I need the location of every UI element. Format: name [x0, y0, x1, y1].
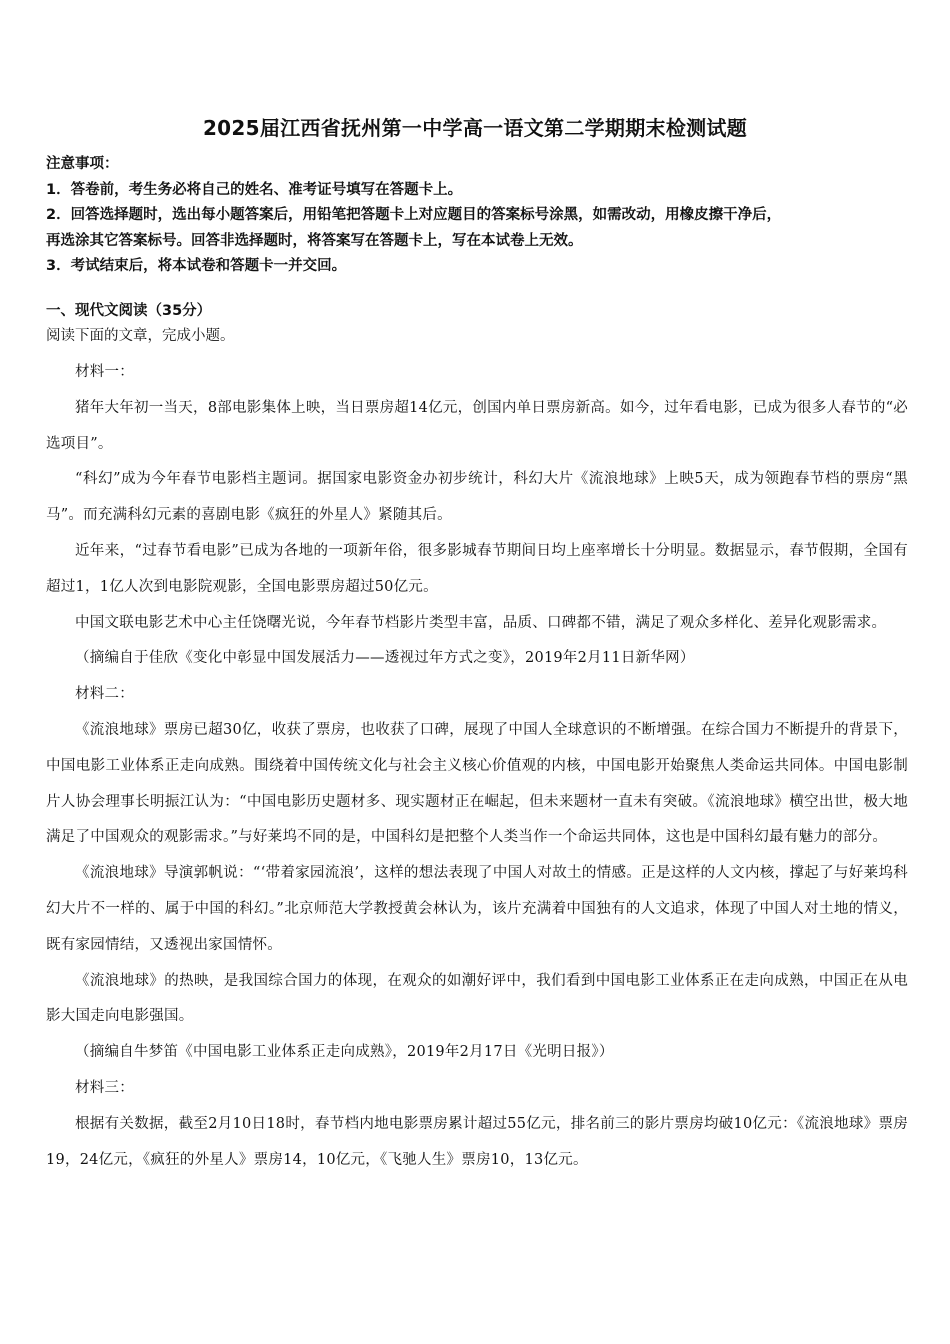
- paragraph: “科幻”成为今年春节电影档主题词。据国家电影资金办初步统计，科幻大片《流浪地球》上映5天，成为领跑春节档的票房“黑马”。而充满科幻元素的喜剧电影《疯狂的外星人》紧随其后。: [46, 471, 908, 524]
- section-instruction: 阅读下面的文章，完成小题。: [46, 328, 235, 344]
- source-citation: （摘编自于佳欣《变化中彰显中国发展活力——透视过年方式之变》，2019年2月11日新华网）: [75, 650, 695, 667]
- material-label: 材料一：: [75, 364, 134, 380]
- paragraph: 中国文联电影艺术中心主任饶曙光说，今年春节档影片类型丰富，品质、口碑都不错，满足了观众多样化、差异化观影需求。: [75, 614, 887, 631]
- notice-heading: 注意事项：: [46, 156, 119, 172]
- reading-passage: [46, 355, 908, 1178]
- notice-line: 1．答卷前，考生务必将自己的姓名、准考证号填写在答题卡上。: [46, 181, 463, 198]
- paragraph: 根据有关数据，截至2月10日18时，春节档内地电影票房累计超过55亿元，排名前三的影片票房均破10亿元：《流浪地球》票房19，24亿元，《疯狂的外星人》票房14，10亿元，《飞驰人生》票房10，13亿元。: [46, 1115, 908, 1168]
- notice-block: [46, 152, 916, 280]
- paragraph: 《流浪地球》导演郭帆说：“‘带着家园流浪’，这样的想法表现了中国人对故土的情感。正是这样的人文内核，撑起了与好莱坞科幻大片不一样的、属于中国的科幻。”北京师范大学教授黄会林认为，该片充满着中国独有的人文追求，体现了中国人对土地的情义，既有家园情结，又透视出家国情怀。: [46, 865, 908, 953]
- exam-title: 2025届江西省抚州第一中学高一语文第二学期期末检测试题: [202, 116, 748, 140]
- paragraph: 猪年大年初一当天，8部电影集体上映，当日票房超14亿元，创国内单日票房新高。如今，过年看电影，已成为很多人春节的“必选项目”。: [46, 399, 908, 452]
- paragraph: 《流浪地球》票房已超30亿，收获了票房，也收获了口碑，展现了中国人全球意识的不断增强。在综合国力不断提升的背景下，中国电影工业体系正走向成熟。围绕着中国传统文化与社会主义核心价值观的内核，中国电影开始聚焦人类命运共同体。中国电影制片人协会理事长明振江认为：“中国电影历史题材多、现实题材正在崛起，但未来题材一直未有突破。《流浪地球》横空出世，极大地满足了中国观众的观影需求。”与好莱坞不同的是，中国科幻是把整个人类当作一个命运共同体，这也是中国科幻最有魅力的部分。: [46, 721, 908, 846]
- material-label: 材料二：: [75, 686, 134, 703]
- paragraph: 近年来，“过春节看电影”已成为各地的一项新年俗，很多影城春节期间日均上座率增长十分明显。数据显示，春节假期，全国有超过1，1亿人次到电影院观影，全国电影票房超过50亿元。: [46, 542, 908, 595]
- section-heading: 一、现代文阅读（35分）: [46, 303, 212, 319]
- material-label: 材料三：: [75, 1079, 134, 1096]
- notice-line: 3．考试结束后，将本试卷和答题卡一并交回。: [46, 258, 347, 274]
- source-citation: （摘编自牛梦笛《中国电影工业体系正走向成熟》，2019年2月17日《光明日报》）: [75, 1044, 614, 1061]
- paragraph: 《流浪地球》的热映，是我国综合国力的体现，在观众的如潮好评中，我们看到中国电影工业体系正在走向成熟，中国正在从电影大国走向电影强国。: [46, 972, 908, 1025]
- notice-line: 再选涂其它答案标号。回答非选择题时，将答案写在答题卡上，写在本试卷上无效。: [46, 232, 583, 249]
- notice-line: 2．回答选择题时，选出每小题答案后，用铅笔把答题卡上对应题目的答案标号涂黑，如需改动，用橡皮擦干净后，: [46, 207, 782, 223]
